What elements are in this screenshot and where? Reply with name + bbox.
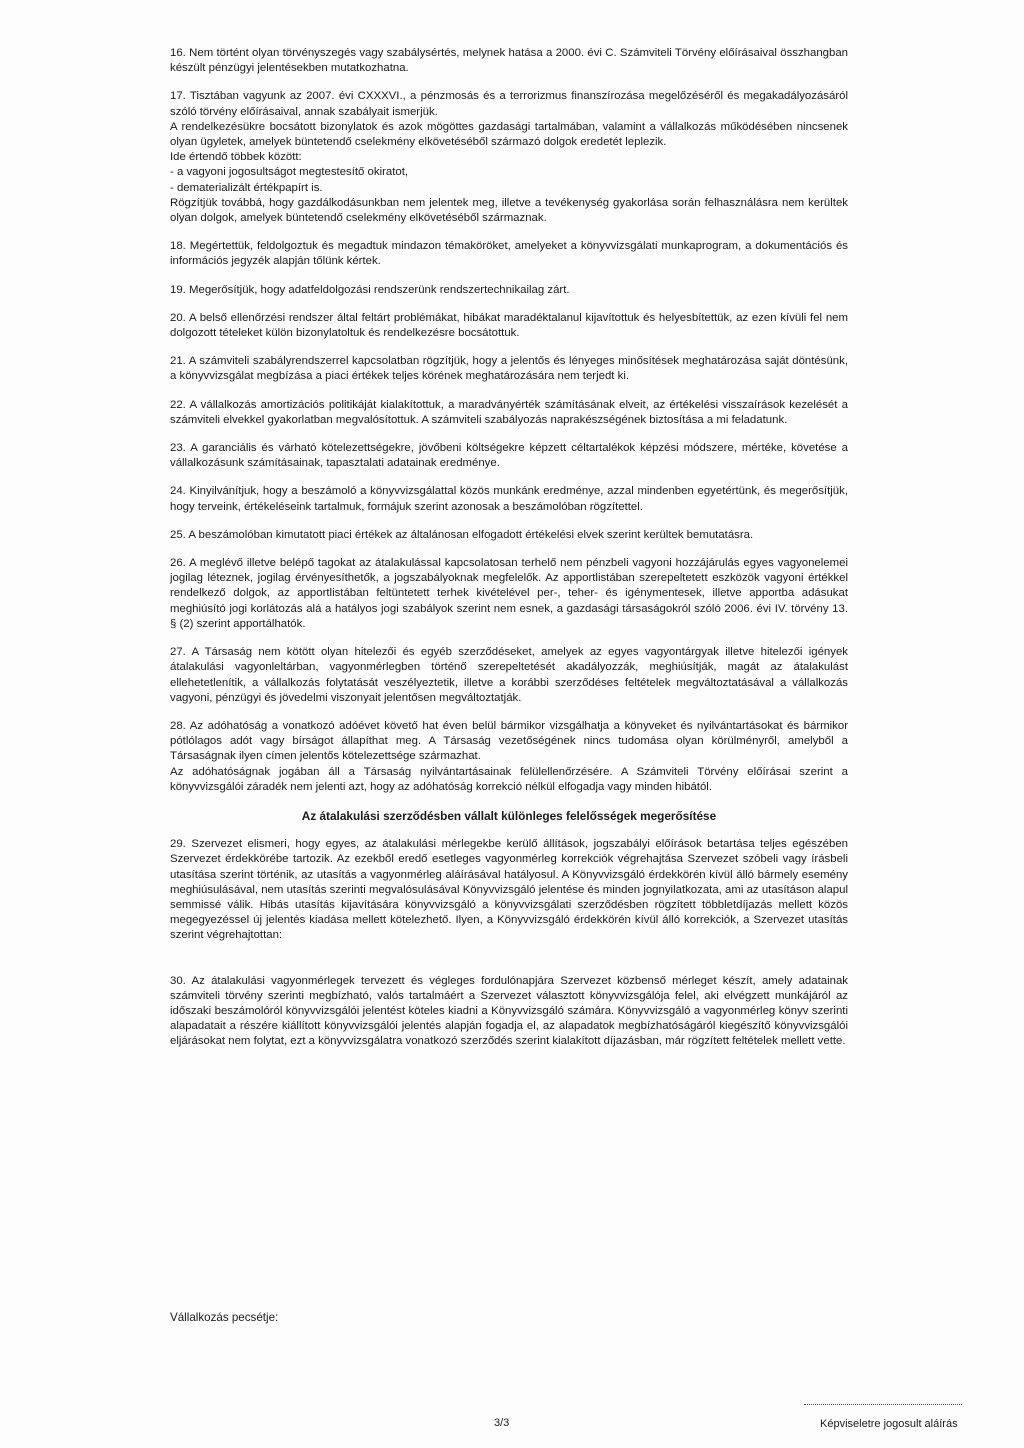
paragraph-19: 19. Megerősítjük, hogy adatfeldolgozási rendszerünk rendszertechnikailag zárt. (170, 283, 570, 296)
paragraph-21: 21. A számviteli szabályrendszerrel kapcsolatban rögzítjük, hogy a jelentős és lényeges minősítések meghatározása saját döntésünk, a könyvvizsgálat megbízása a piaci értékek teljes körének meghatározására nem terjedt ki. (170, 355, 848, 383)
section-heading: Az átalakulási szerződésben vállalt különleges felelősségek megerősítése (301, 808, 717, 823)
paragraph-28: 28. Az adóhatóság a vonatkozó adóévet követő hat éven belül bármikor vizsgálhatja a könyveket és nyilvántartásokat és bármikor pótlólagos adót vagy bírságot állapíthat meg. A Társaság vezetőségének nincs tudomása olyan körülményről, amelyből a Társaságnak ilyen címen jelentős kötelezettsége származhat. (170, 719, 848, 763)
paragraph-23: 23. A garanciális és várható kötelezettségekre, jövőbeni költségekre képzett céltartalékok képzési módszere, mértéke, követése a vállalkozásunk számításainak, tapasztalati adatainak eredménye. (170, 442, 848, 470)
paragraph-17-includes: Ide értendő többek között: (170, 151, 302, 164)
paragraph-17-transactions: A rendelkezésükre bocsátott bizonylatok és azok mögöttes gazdasági tartalmában, valamint a vállalkozás működésében nincsenek olyan ügyletek, amelyek büntetendő cselekmény elkövetéséből származó dolgok eredetét leplezik. (170, 120, 848, 149)
signature-line (804, 1404, 962, 1405)
paragraph-20: 20. A belső ellenőrzési rendszer által feltárt problémákat, hibákat maradéktalanul kijavítottuk és helyesbítettük, az ezen kívüli fel nem dolgozott tételeket külön bizonylatoltuk és rendelkezésre bocsátottuk. (170, 311, 848, 340)
paragraph-17-bullet-2: - dematerializált értékpapírt is. (170, 181, 323, 194)
paragraph-30: 30. Az átalakulási vagyonmérlegek tervezett és végleges fordulónapjára Szervezet közbenső mérleget készít, amely adatainak számviteli törvény szerinti megbízható, valós tartalmáért a Szervezet választott könyvvizsgálója felel, aki elvégzett munkájáról az időszaki beszámolóról könyvvizsgálói jelentést köteles kiadni a Könyvvizsgáló számára. Könyvvizsgáló a vagyonmérleg könyv szerinti alapadatait a részére kiállított könyvvizsgálói jelentés alapján fogadja el, az alapadatok megbízhatóságáról kiegészítő könyvvizsgálói eljárásokat nem folytat, ezt a könyvvizsgálatra vonatkozó szerződés szerint kialakított díjazásban, már rögzített feltételek mellett vette. (170, 974, 848, 1048)
page-number: 3/3 (494, 1417, 510, 1429)
paragraph-29: 29. Szervezet elismeri, hogy egyes, az átalakulási mérlegekbe kerülő állítások, jogszabályi előírások betartása teljes egészében Szervezet érdekkörébe tartozik. Az ezekből eredő esetleges vagyonmérleg korrekciók végrehajtása Szervezet szóbeli vagy írásbeli utasítása szerint történik, az utasítás a vagyonmérleg aláírásával hatályosul. A Könyvvizsgáló érdekkörén kívül álló bármely esemény meghiúsulásával, nem utasítás szerinti megvalósulásával Könyvvizsgáló jelentése és minden jognyilatkozata, ami az utasításon alapul semmissé válik. Hibás utasítás kijavítására könyvvizsgáló a könyvvizsgálati szerződésben rögzített többletdíjazás mellett közös megegyezéssel új jelentés kiadása mellett kötelezhető. Ilyen, a Könyvvizsgáló érdekkörén kívül álló korrekciók, a Szervezet utasítás szerint végrehajtottan: (170, 838, 848, 942)
paragraph-27: 27. A Társaság nem kötött olyan hitelezői és egyéb szerződéseket, amelyek az egyes vagyontárgyak illetve hitelezői igények átalakulási vagyonleltárban, vagyonmérlegben történő szerepeltetését akadályozzák, meghiúsítják, magát az átalakulást ellehetetlenítik, a vállalkozás folytatását veszélyeztetik, illetve a korábbi szerződéses feltételek megváltoztatásával a vállalkozás vagyoni, pénzügyi és jövedelmi viszonyait jelentősen megváltoztatják. (170, 646, 848, 704)
paragraph-24: 24. Kinyilvánítjuk, hogy a beszámoló a könyvvizsgálattal közös munkánk eredménye, azzal mindenben egyetértünk, és megerősítjük, hogy terveink, értékeléseink tartalmuk, formájuk szerint azonosak a beszámolóban rögzítettel. (170, 485, 848, 513)
signature-label: Képviseletre jogosult aláírás (820, 1418, 958, 1430)
document-body (170, 46, 848, 1050)
paragraph-26: 26. A meglévő illetve belépő tagokat az átalakulással kapcsolatosan terhelő nem pénzbeli vagyoni hozzájárulás egyes vagyonelemei jogilag léteznek, jogilag érvényesíthetők, a jogszabályoknak megfelelők. Az apportlistában szerepeltetett eszközök vagyoni értékkel rendelkező dolgok, az apportlistában feltüntetett terhek kivételével per-, teher- és igénymentesek, illetve apportba adásukat meghiúsító jogi korlátozás alá a hatályos jogi szabályok szerint nem esnek, a gazdasági társaságokról szóló 2006. évi IV. törvény 13. § (2) szerint apportálhatók. (170, 557, 848, 630)
paragraph-28-tax-authority: Az adóhatóságnak jogában áll a Társaság nyilvántartásainak felülellenőrzésére. A Számviteli Törvény előírásai szerint a könyvvizsgálói záradék nem jelenti azt, hogy az adóhatóság korrekció nélkül elfogadja vagy minden hibától. (170, 765, 848, 793)
company-stamp-label: Vállalkozás pecsétje: (170, 1311, 279, 1324)
paragraph-17: 17. Tisztában vagyunk az 2007. évi CXXXVI., a pénzmosás és a terrorizmus finanszírozása megelőzéséről és megakadályozásáról szóló törvény előírásaival, annak szabályait ismerjük. (170, 90, 848, 118)
paragraph-16: 16. Nem történt olyan törvényszegés vagy szabálysértés, melynek hatása a 2000. évi C. Számviteli Törvény előírásaival összhangban készült pénzügyi jelentésekben mutatkozhatna. (170, 47, 848, 75)
paragraph-22: 22. A vállalkozás amortizációs politikáját kialakítottuk, a maradványérték számításának elveit, az értékelési visszaírások kezelését a számviteli elvekkel gyakorlatban megvalósítottuk. A számviteli szabályozás naprakészségének biztosítása a mi feladatunk. (170, 398, 848, 426)
paragraph-17-statement: Rögzítjük továbbá, hogy gazdálkodásunkban nem jelentek meg, illetve a tevékenység gyakorlása során felhasználásra nem kerültek olyan dolgok, amelyek büntetendő cselekmény elkövetéséből származnak. (170, 196, 848, 225)
paragraph-17-bullet-1: - a vagyoni jogosultságot megtestesítő okiratot, (170, 166, 409, 179)
paragraph-18: 18. Megértettük, feldolgoztuk és megadtuk mindazon témaköröket, amelyeket a könyvvizsgálati munkaprogram, a dokumentációs és információs jegyzék alapján tőlünk kértek. (170, 240, 848, 268)
paragraph-25: 25. A beszámolóban kimutatott piaci értékek az általánosan elfogadott értékelési elvek szerint kerültek bemutatásra. (170, 528, 754, 541)
